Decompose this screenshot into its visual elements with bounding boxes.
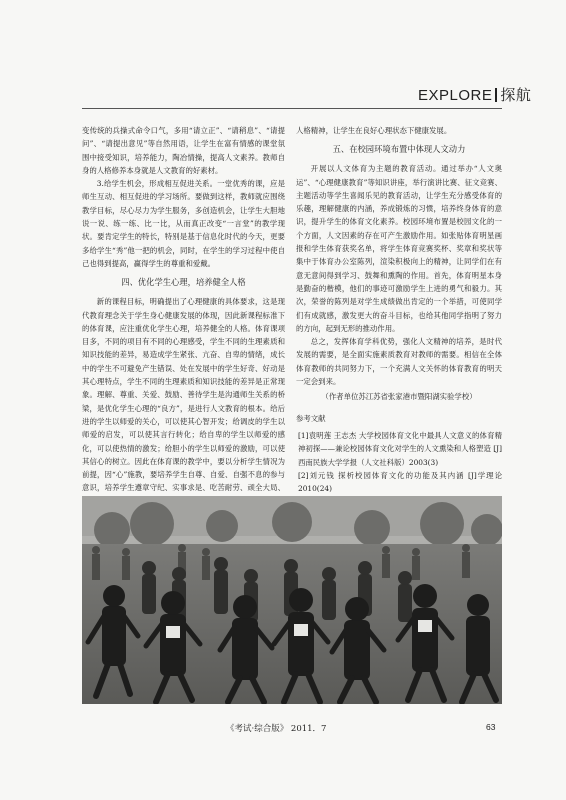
- body-paragraph: 总之，发挥体育学科优势，强化人文精神的培养，是时代发展的需要，是全面实施素质教育对教师的需要。相信在全体体育教师的共同努力下，一个充满人文关怀的体育教育的明天一定会到来。: [296, 337, 502, 387]
- running-students-photo: [82, 496, 502, 704]
- body-paragraph: 新的课程目标，明确提出了心理健康的具体要求，这是现代教育理念关于学生身心健康发展的体现，因此新课程标准下的体育课，应注重优化学生心理，培养健全的人格。体育课项目多，不同的项目有不同的心理感受，学生不同的生理素质和知识技能的差异，易造成学生紧张、亢奋、自卑的情绪，成长中的学生不可避免产生错误、处在发展中的学生好奇、好动是其心理特点，学生不同的生理素质和知识技能的差异是正常现象。理解、尊重、关爱、鼓励、善待学生是沟通师生关系的桥梁，是优化学生心理的“良方”，是进行人文教育的根本。给后进的学生以师爱的关心，可以使其心智开发；给调皮的学生以师爱的启发，可以使其言行转化；给自卑的学生以师爱的感化，可以使热情的激发；给胆小的学生以师爱的激励，可以使其信心的树立。因此在体育课的教学中，要以分析学生情况为前提，因“心”施教，要培养学生自尊、自爱、自强不息的参与意识，培养学生遵章守纪、实事求是、吃苦耐劳、顽全大局、: [82, 297, 285, 493]
- header-title-cn: 探航: [500, 87, 532, 104]
- references-heading: 参考文献: [296, 413, 326, 423]
- header-rule: [82, 108, 502, 109]
- body-paragraph: 人格精神，让学生在良好心理状态下健康发展。: [296, 126, 452, 135]
- body-paragraph: 开展以人文体育为主题的教育活动。通过举办“人文奥运”、“心理健康教育”等知识讲座，举行演讲比赛、征文竞赛、主题活动等学生喜闻乐见的教育活动，让学生充分感受体育的乐趣，理解健康的内涵，养成锻炼的习惯，培养终身体育的意识，提升学生的体育文化素养。校园环境布置是校园文化的一个方面，人文因素的存在可产生激励作用。如张贴体育明星画报和学生体育获奖名单，将学生体育竞赛奖杯、奖章和奖状等集中于体育办公室陈列，渲染积极向上的精神，让同学们在有意无意间得到学习、鼓舞和熏陶的作用。首先，体育明星本身是勤奋的楷模，他们的事迹可激励学生上进的勇气和毅力。其次，荣誉的陈列是对学生成绩做出肯定的一个举措，可使同学们有成就感，激发更大的奋斗目标，也给其他同学指明了努力的方向，起到无形的推动作用。: [296, 164, 502, 333]
- section-header: [418, 84, 531, 105]
- header-title-en: EXPLORE: [418, 87, 493, 104]
- section-heading: 四、优化学生心理，培养健全人格: [121, 277, 246, 288]
- right-column: [296, 124, 502, 509]
- body-paragraph: 3.给学生机会，形成相互促进关系。一堂优秀的课，应是师生互动、相互促进的学习场所。要做到这样，教师就应围绕教学目标，尽心尽力为学生服务，多创造机会，让学生大胆地说一说、练一练、比一比，从而真正改变“一言堂”的教学现状。要肯定学生的特长，特别是基于信息化时代的今天，更要多给学生“秀”他一把的机会，同时，在学生的学习过程中使自己也得到提高，赢得学生的尊重和爱戴。: [82, 179, 285, 268]
- reference-item: [1]袁明莲 王志杰 大学校园体育文化中最具人文意义的体育精神初探——兼论校园体育文化对学生的人文熏染和人格塑造 [J]西南民族大学学报（人文社科版）2003(3): [298, 430, 502, 467]
- body-paragraph: 变传统的兵操式命令口气，多用“请立正”、“请稍息”、“请提问”、“请提出意见”等自然用语，让学生在富有情感的课堂氛围中接受知识，培养能力，陶冶情操，提高人文素养。教师自身的人格修养本身就是人文教育的好素材。: [82, 126, 285, 175]
- photo-illustration: [82, 496, 502, 704]
- page-number: 63: [486, 722, 496, 732]
- header-divider: [495, 88, 497, 102]
- journal-name: 《考试·综合版》 2011．7: [226, 724, 327, 734]
- reference-item: [2]刘元钱 探析校园体育文化的功能及其内涵 [J]学理论 2010(24): [298, 470, 502, 494]
- section-heading: 五、在校园环境布置中体现人文动力: [332, 144, 466, 155]
- author-affiliation: （作者单位苏江苏省张家港市暨阳湖实验学校）: [321, 392, 477, 402]
- page-footer: [0, 722, 566, 736]
- left-column: [82, 124, 285, 508]
